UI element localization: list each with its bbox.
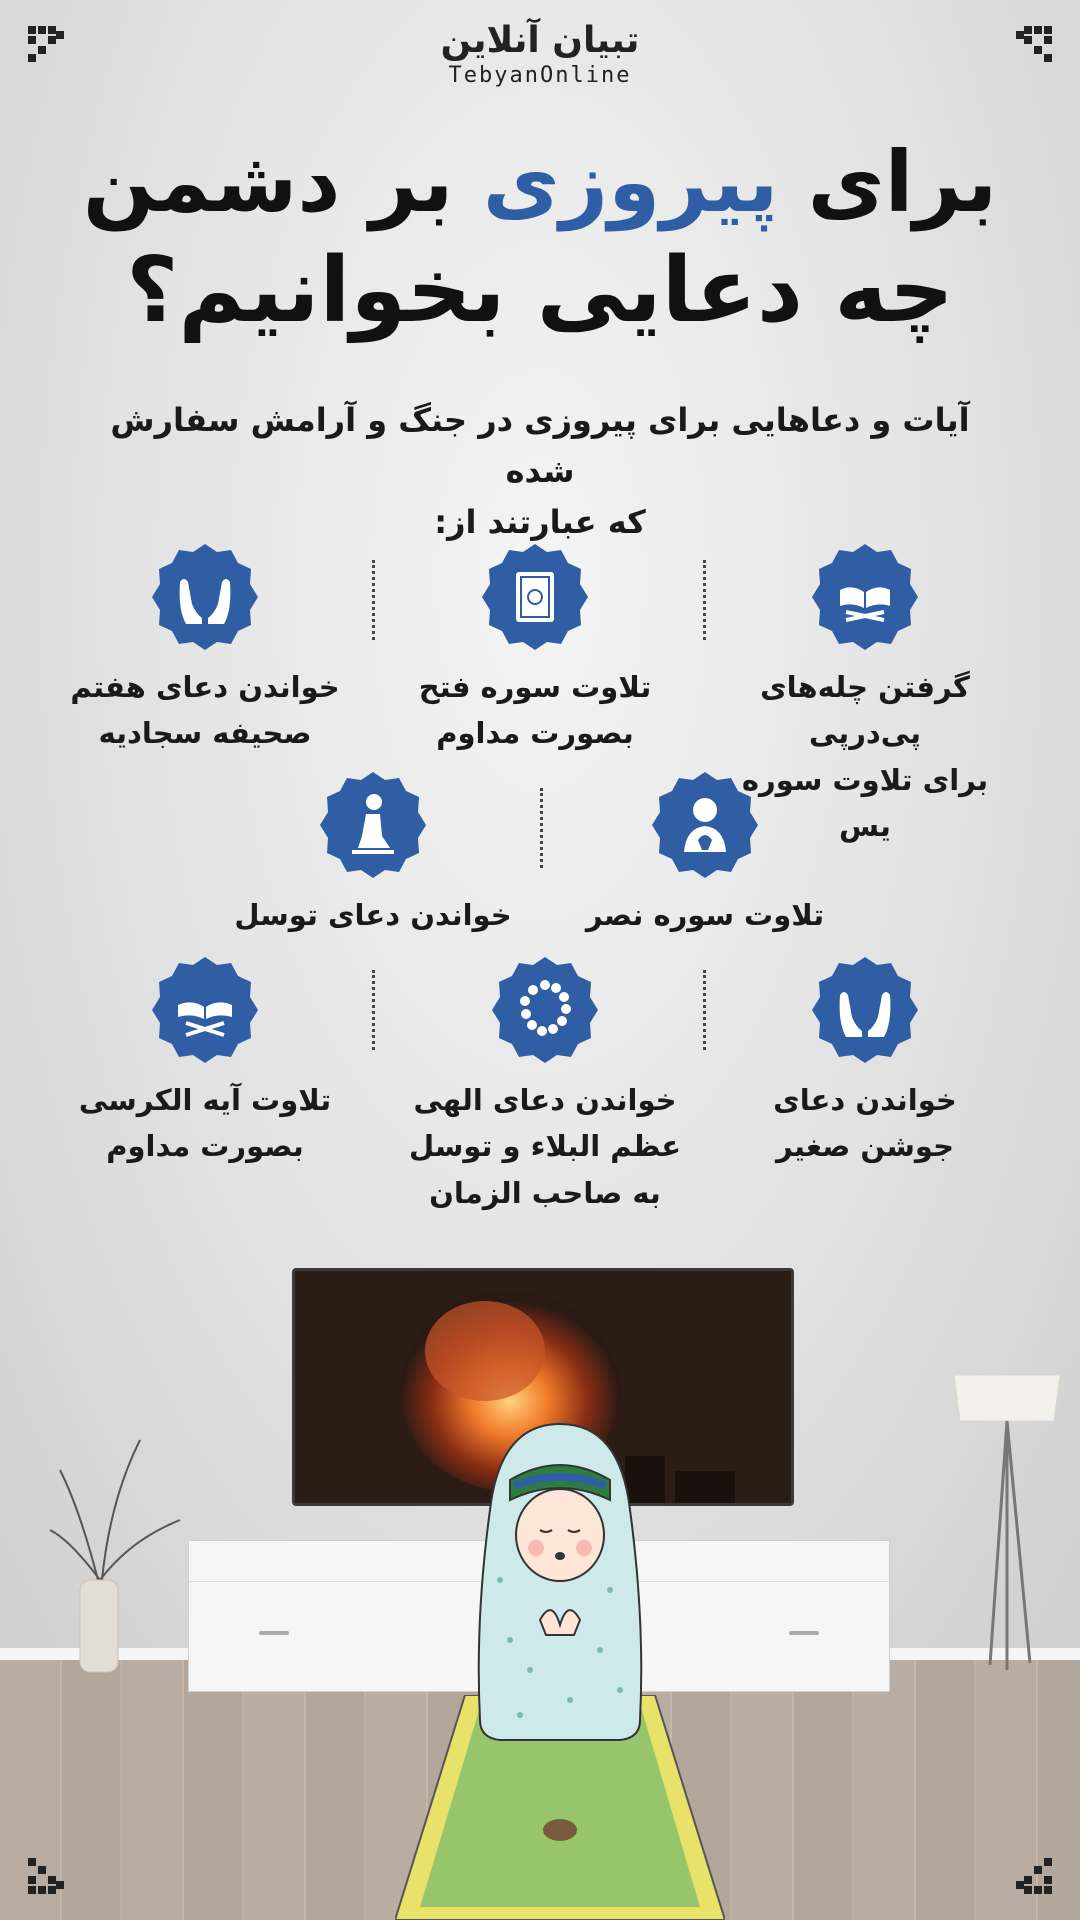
subtitle-line-1: آیات و دعاهایی برای پیروزی در جنگ و آرامش سفارش شده <box>110 401 970 491</box>
item-text: تلاوت سوره فتح بصورت مداوم <box>418 670 652 751</box>
list-item <box>400 955 690 1216</box>
floor-lamp-icon <box>950 1375 1070 1675</box>
page-title <box>0 130 1080 348</box>
praying-hands-icon <box>150 542 260 652</box>
divider <box>703 560 706 640</box>
vase-with-branches-icon <box>40 1430 190 1680</box>
item-badge <box>150 542 260 652</box>
item-text: تلاوت آیه الکرسی بصورت مداوم <box>78 1083 332 1164</box>
list-item <box>720 955 1010 1170</box>
subtitle-line-2: که عبارتند از: <box>434 503 646 542</box>
title-part-2: بر دشمن <box>82 133 483 231</box>
cabinet-handle <box>789 1631 819 1635</box>
kneeling-prayer-icon <box>318 770 428 880</box>
list-item <box>60 955 350 1170</box>
quran-stand-icon <box>150 955 260 1065</box>
item-text: خواندن دعای الهی عظم البلاء و توسل به صاحب الزمان <box>408 1083 682 1210</box>
quran-book-icon <box>480 542 590 652</box>
praying-girl-illustration <box>470 1420 650 1750</box>
list-item <box>390 542 680 757</box>
item-badge <box>480 542 590 652</box>
item-badge <box>810 542 920 652</box>
brand-name-en: TebyanOnline <box>448 63 632 88</box>
corner-pattern-icon <box>1016 1858 1052 1894</box>
list-item <box>560 770 850 938</box>
item-text: خواندن دعای توسل <box>234 898 512 932</box>
item-badge <box>490 955 600 1065</box>
divider <box>703 970 706 1050</box>
title-part-1: برای <box>778 133 998 231</box>
item-badge <box>650 770 760 880</box>
item-badge <box>318 770 428 880</box>
title-highlight: پیروزی <box>482 133 779 231</box>
title-line-2: چه دعایی بخوانیم؟ <box>126 238 954 343</box>
item-badge <box>810 955 920 1065</box>
divider <box>540 788 543 868</box>
list-item <box>228 770 518 938</box>
title-line-1 <box>0 130 1080 235</box>
list-item <box>60 542 350 757</box>
divider <box>372 970 375 1050</box>
open-quran-icon <box>810 542 920 652</box>
cabinet-handle <box>259 1631 289 1635</box>
praying-hands-icon <box>810 955 920 1065</box>
subtitle <box>90 395 990 549</box>
brand-name-fa: تبیان آنلاین <box>440 20 640 61</box>
item-text: گرفتن چله‌های پی‌درپی برای تلاوت سوره یس <box>741 670 989 844</box>
brand-logo <box>0 20 1080 88</box>
item-text: خواندن دعای هفتم صحیفه سجادیه <box>70 670 340 751</box>
corner-pattern-icon <box>28 1858 64 1894</box>
divider <box>372 560 375 640</box>
item-text: خواندن دعای جوشن صغیر <box>773 1083 957 1164</box>
prayer-beads-icon <box>490 955 600 1065</box>
item-badge <box>150 955 260 1065</box>
item-text: تلاوت سوره نصر <box>585 898 825 932</box>
person-praying-icon <box>650 770 760 880</box>
